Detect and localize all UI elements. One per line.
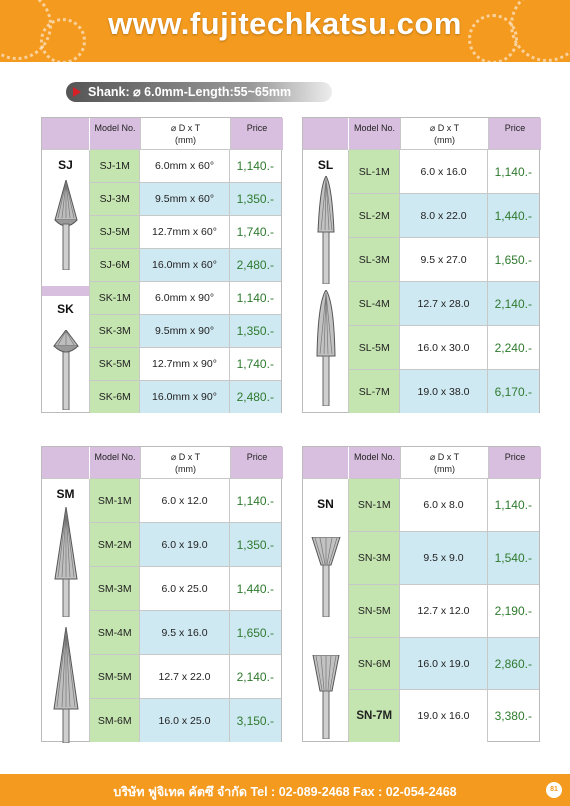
table-row: SL-4M 12.7 x 28.0 2,140.-	[349, 282, 539, 326]
table-sm	[41, 446, 282, 742]
table-rows	[90, 150, 281, 412]
table-row: SN-1M 6.0 x 8.0 1,140.-	[349, 479, 539, 532]
footer-bar	[0, 774, 570, 806]
table-row: SM-2M 6.0 x 19.0 1,350.-	[90, 523, 281, 567]
table-rows	[349, 479, 539, 741]
table-row: SJ-3M 9.5mm x 60° 1,350.-	[90, 183, 281, 216]
shank-banner-text: Shank: ⌀ 6.0mm-Length:55~65mm	[88, 85, 292, 99]
column-header-price: Price	[231, 118, 283, 150]
image-column	[303, 150, 349, 412]
table-row: SK-6M 16.0mm x 90° 2,480.-	[90, 381, 281, 413]
inverted-cone-burr-image	[311, 655, 341, 739]
table-row: SL-7M 19.0 x 38.0 6,170.-	[349, 370, 539, 413]
column-header-model: Model No.	[90, 447, 141, 479]
group-label-sk: SK	[57, 302, 74, 316]
table-rows	[90, 479, 281, 741]
image-column	[42, 479, 90, 741]
company-contact: บริษัท ฟูจิเทค คัตซึ จำกัด Tel : 02-089-2468 Fax : 02-054-2468	[113, 785, 457, 799]
table-row: SN-3M 9.5 x 9.0 1,540.-	[349, 532, 539, 585]
column-header-model: Model No.	[349, 118, 401, 150]
cone-burr-60-image	[52, 180, 80, 270]
table-rows	[349, 150, 539, 412]
table-row: SM-6M 16.0 x 25.0 3,150.-	[90, 699, 281, 742]
column-header-price: Price	[231, 447, 283, 479]
column-header-price: Price	[489, 447, 541, 479]
table-row: SL-5M 16.0 x 30.0 2,240.-	[349, 326, 539, 370]
table-row: SL-2M 8.0 x 22.0 1,440.-	[349, 194, 539, 238]
image-column	[42, 150, 90, 412]
table-row: SM-4M 9.5 x 16.0 1,650.-	[90, 611, 281, 655]
table-row: SN-7M 19.0 x 16.0 3,380.-	[349, 690, 539, 742]
inverted-cone-burr-image	[311, 537, 341, 617]
table-row: SJ-6M 16.0mm x 60° 2,480.-	[90, 249, 281, 282]
table-row: SK-3M 9.5mm x 90° 1,350.-	[90, 315, 281, 348]
header-bar	[0, 0, 570, 62]
tree-burr-image	[313, 290, 339, 406]
table-row: SM-1M 6.0 x 12.0 1,140.-	[90, 479, 281, 523]
group-label-sl: SL	[317, 158, 334, 172]
cone-burr-90-image	[52, 330, 80, 410]
column-header-price: Price	[489, 118, 541, 150]
table-row: SM-3M 6.0 x 25.0 1,440.-	[90, 567, 281, 611]
group-label-sj: SJ	[58, 158, 73, 172]
column-header-model: Model No.	[349, 447, 401, 479]
page-number: 81	[546, 782, 562, 798]
table-sn	[302, 446, 540, 742]
column-header-dim: ⌀ D x T (mm)	[401, 118, 489, 150]
column-header-dim: ⌀ D x T (mm)	[141, 118, 231, 150]
table-row: SN-5M 12.7 x 12.0 2,190.-	[349, 585, 539, 638]
group-label-sn: SN	[317, 497, 334, 511]
pointed-cone-burr-image	[52, 627, 80, 743]
site-url[interactable]: www.fujitechkatsu.com	[108, 6, 462, 41]
column-header-dim: ⌀ D x T (mm)	[141, 447, 231, 479]
table-row: SJ-5M 12.7mm x 60° 1,740.-	[90, 216, 281, 249]
table-sj-sk	[41, 117, 282, 413]
table-row: SN-6M 16.0 x 19.0 2,860.-	[349, 638, 539, 690]
pointed-cone-burr-image	[52, 507, 80, 617]
table-row: SJ-1M 6.0mm x 60° 1,140.-	[90, 150, 281, 183]
shank-banner	[66, 82, 332, 102]
table-row: SL-3M 9.5 x 27.0 1,650.-	[349, 238, 539, 282]
arrow-right-icon	[73, 87, 81, 97]
image-column	[303, 479, 349, 741]
tree-burr-image	[313, 176, 339, 284]
table-sl	[302, 117, 540, 413]
table-row: SL-1M 6.0 x 16.0 1,140.-	[349, 150, 539, 194]
table-row: SK-1M 6.0mm x 90° 1,140.-	[90, 282, 281, 315]
column-header-dim: ⌀ D x T (mm)	[401, 447, 489, 479]
group-label-sm: SM	[56, 487, 75, 501]
column-header-model: Model No.	[90, 118, 141, 150]
table-row: SM-5M 12.7 x 22.0 2,140.-	[90, 655, 281, 699]
table-row: SK-5M 12.7mm x 90° 1,740.-	[90, 348, 281, 381]
